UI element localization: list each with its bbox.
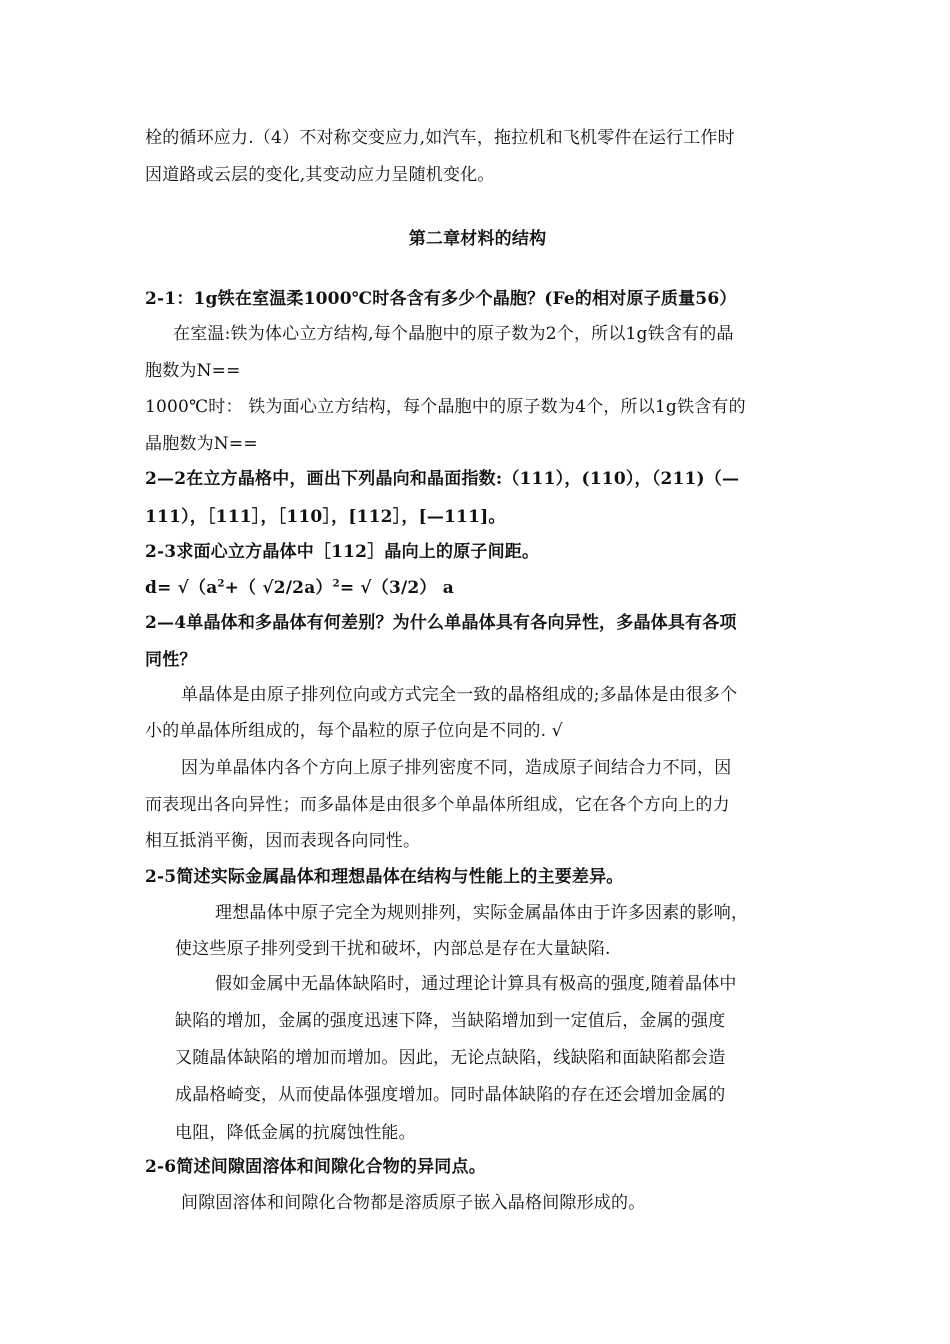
paragraph-line: 在室温:铁为体心立方结构,每个晶胞中的原子数为2个，所以1g铁含有的晶 xyxy=(173,324,734,344)
formula-superscript: 2 xyxy=(217,578,225,590)
question-2-2: 2—2在立方晶格中，画出下列晶向和晶面指数:（111），(110），（211)（— xyxy=(145,469,740,489)
paragraph-line: 使这些原子排列受到干扰和破坏，内部总是存在大量缺陷. xyxy=(175,939,611,959)
formula-part: +（ √2/2a） xyxy=(224,578,333,598)
paragraph-line: 晶胞数为N== xyxy=(145,434,258,454)
paragraph-line: 单晶体是由原子排列位向或方式完全一致的晶格组成的;多晶体是由很多个 xyxy=(181,685,738,705)
question-2-6: 2-6简述间隙固溶体和间隙化合物的异同点。 xyxy=(145,1157,486,1177)
paragraph-line: 间隙固溶体和间隙化合物都是溶质原子嵌入晶格间隙形成的。 xyxy=(181,1193,646,1213)
paragraph-line: 理想晶体中原子完全为规则排列，实际金属晶体由于许多因素的影响， xyxy=(215,903,749,923)
formula-part: d= √（a xyxy=(145,578,218,598)
paragraph-line: 因为单晶体内各个方向上原子排列密度不同，造成原子间结合力不同，因 xyxy=(181,758,732,778)
paragraph-line: 相互抵消平衡，因而表现各向同性。 xyxy=(145,831,421,851)
paragraph-line: 又随晶体缺陷的增加而增加。因此，无论点缺陷，线缺陷和面缺陷都会造 xyxy=(175,1048,726,1068)
paragraph-line: 1000℃时： 铁为面心立方结构，每个晶胞中的原子数为4个，所以1g铁含有的 xyxy=(145,397,746,417)
paragraph-line: 小的单晶体所组成的，每个晶粒的原子位向是不同的. √ xyxy=(145,721,563,741)
question-2-4-continued: 同性？ xyxy=(145,650,197,670)
paragraph-line: 成晶格崎变，从而使晶体强度增加。同时晶体缺陷的存在还会增加金属的 xyxy=(175,1085,726,1105)
paragraph-line: 因道路或云层的变化,其变动应力呈随机变化。 xyxy=(145,165,495,185)
question-2-5: 2-5简述实际金属晶体和理想晶体在结构与性能上的主要差异。 xyxy=(145,867,624,887)
paragraph-line: 电阻，降低金属的抗腐蚀性能。 xyxy=(175,1123,416,1143)
paragraph-line: 假如金属中无晶体缺陷时，通过理论计算具有极高的强度,随着晶体中 xyxy=(215,974,737,994)
question-2-3: 2-3求面心立方晶体中［112］晶向上的原子间距。 xyxy=(145,542,540,562)
paragraph-line: 缺陷的增加，金属的强度迅速下降，当缺陷增加到一定值后，金属的强度 xyxy=(175,1011,726,1031)
formula-part: = √（3/2） a xyxy=(339,578,454,598)
question-2-2-continued: 111），［111］，［110］，[112］，[—111]。 xyxy=(145,507,506,527)
paragraph-line: 栓的循环应力.（4）不对称交变应力,如汽车，拖拉机和飞机零件在运行工作时 xyxy=(145,128,735,148)
question-2-1: 2-1：1g铁在室温柔1000℃时各含有多少个晶胞？(Fe的相对原子质量56） xyxy=(145,289,737,309)
chapter-title: 第二章材料的结构 xyxy=(408,229,547,249)
question-2-4: 2—4单晶体和多晶体有何差别？为什么单晶体具有各向异性，多晶体具有各项 xyxy=(145,613,737,633)
paragraph-line: 胞数为N== xyxy=(145,361,241,381)
paragraph-line: 而表现出各向异性；而多晶体是由很多个单晶体所组成，它在各个方向上的力 xyxy=(145,795,730,815)
formula-superscript: 2 xyxy=(332,578,340,590)
formula-line xyxy=(145,576,810,600)
